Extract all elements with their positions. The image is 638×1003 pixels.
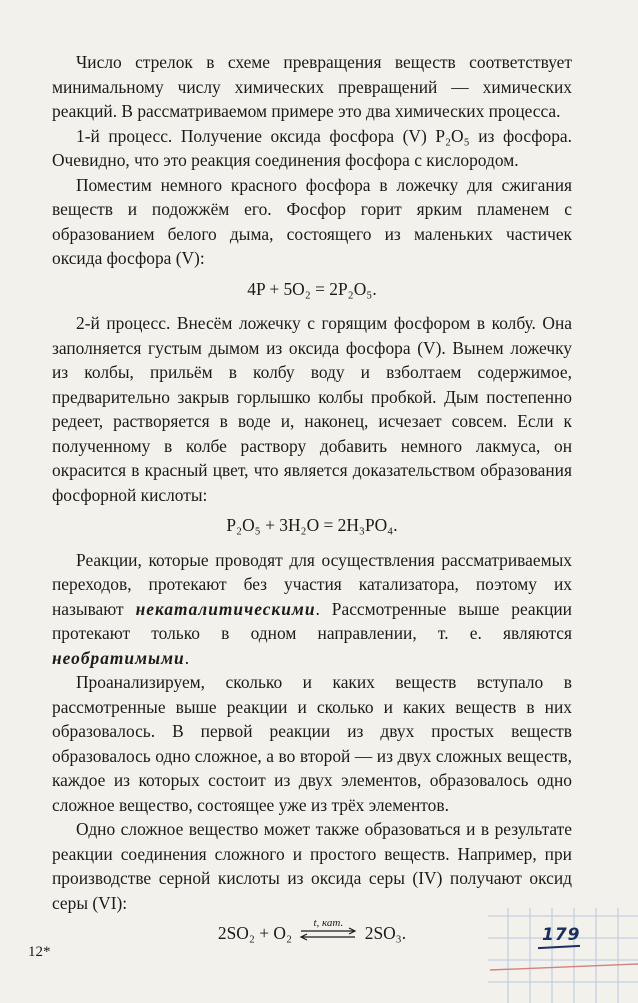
paragraph: 1-й процесс. Получение оксида фосфора (V) P₂O₅ из фосфора. Очевидно, что это реакция соединения фосфора с кислородом.	[52, 125, 572, 170]
paragraph: 2-й процесс. Внесём ложечку с горящим фосфором в колбу. Она заполняется густым дымом из оксида фосфора (V). Вынем ложечку из колбы, прильём в колбу воду и взболтаем содержимое, предварительно закрыв горлышко колбы пробкой. Дым постепенно редеет, растворяется в воде и, наконец, исчезает совсем. Если к полученному в колбе раствору добавить немного лакмуса, он окрасится в красный цвет, что является доказательством образования фосфорной кислоты:	[52, 313, 572, 505]
signature-mark: 12*	[28, 944, 51, 960]
graph-paper-corner	[488, 908, 638, 1003]
paragraph-text: Реакции, которые проводят для осуществления рассматриваемых переходов, протекают без участия катализатора, поэтому их называют	[52, 549, 572, 619]
page-number: 179	[542, 925, 581, 945]
paragraph: Проанализируем, сколько и каких веществ вступало в рассмотренные выше реакции и сколько и каких веществ в них образовалось. В первой реакции из двух простых веществ образовалось одно сложное, а во второй — из двух сложных веществ, каждое из которых состоит из двух элементов, образовалось одно сложное вещество, состоящее уже из трёх элементов.	[52, 672, 572, 815]
equation-right: 2SO₃.	[364, 923, 407, 943]
paragraph: Поместим немного красного фосфора в ложечку для сжигания веществ и подожжём его. Фосфор горит ярким пламенем с образованием белого дыма, состоящего из маленьких частичек оксида фосфора (V):	[52, 174, 572, 268]
term-irreversible: необратимыми	[52, 647, 185, 668]
equation-phosphorus-combustion: 4P + 5O₂ = 2P₂O₅.	[247, 278, 377, 299]
equation-left: 2SO₂ + O₂	[217, 923, 293, 943]
reversible-arrow	[298, 917, 358, 943]
reversible-arrow-icon	[298, 927, 358, 941]
term-non-catalytic: некаталитическими	[135, 598, 316, 619]
paragraph-text: . Рассмотренные выше реакции протекают только в одном направлении, т. е. являются	[52, 598, 572, 643]
body-text	[52, 50, 572, 956]
paragraph	[52, 548, 572, 671]
paragraph-text: .	[184, 647, 190, 668]
paragraph: Одно сложное вещество может также образоваться и в результате реакции соединения сложного и простого веществ. Например, при производстве серной кислоты из оксида серы (IV) получают оксид серы (VI):	[52, 819, 572, 913]
equation-phosphoric-acid: P₂O₅ + 3H₂O = 2H₃PO₄.	[226, 515, 398, 535]
paragraph: Число стрелок в схеме превращения веществ соответствует минимальному числу химических превращений — химических реакций. В рассматриваемом примере это два химических процесса.	[52, 52, 572, 121]
reaction-condition: t, кат.	[313, 917, 344, 929]
